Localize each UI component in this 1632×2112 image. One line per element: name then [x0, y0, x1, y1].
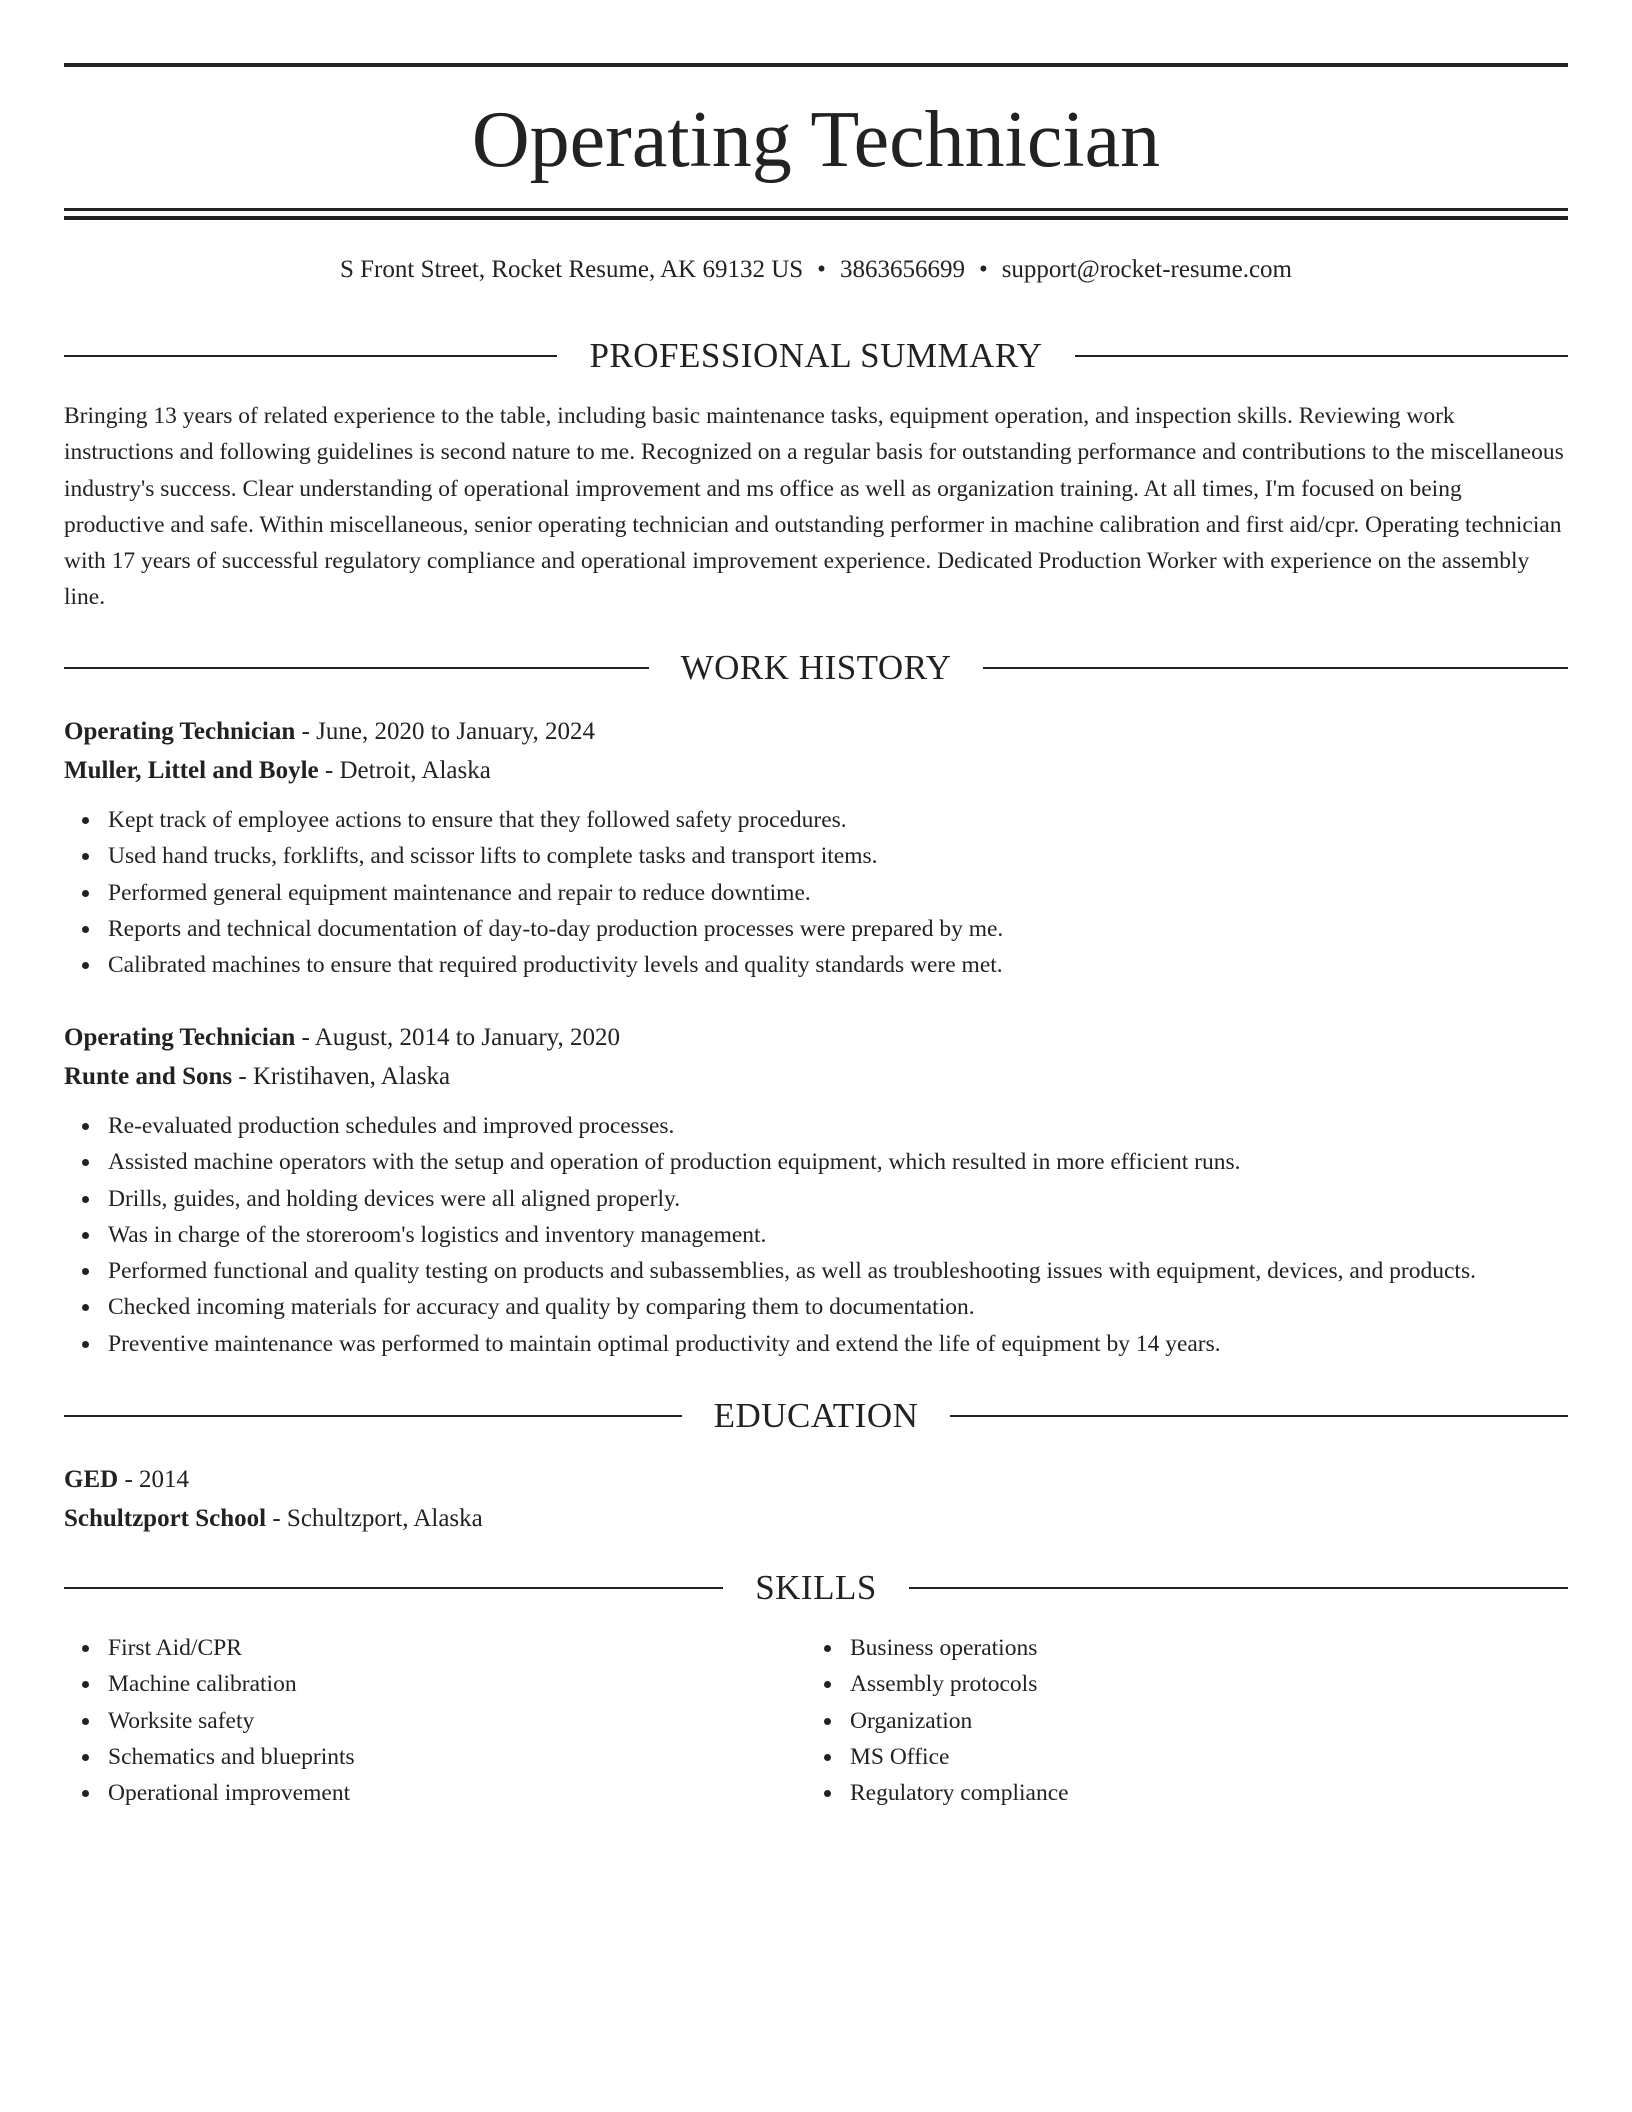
job-company: Muller, Littel and Boyle [64, 757, 319, 784]
contact-separator: • [817, 256, 826, 283]
job-location: - Detroit, Alaska [318, 757, 491, 784]
skills-column-left [64, 1630, 764, 1811]
job-title-line [64, 712, 1568, 751]
job-entry [64, 1018, 1568, 1362]
summary-text: Bringing 13 years of related experience to the table, including basic maintenance tasks, equipment operation, and inspection skills. Reviewing work instructions and following guidelines is second nature to me. Recognized on a regular basis for outstanding performance and contributions to the miscellaneous industry's success. Clear understanding of operational improvement and ms office as well as organization training. At all times, I'm focused on being productive and safe. Within miscellaneous, senior operating technician and outstanding performer in machine calibration and first aid/cpr. Operating technician with 17 years of successful regulatory compliance and operational improvement experience. Dedicated Production Worker with experience on the assembly line. [64, 403, 1564, 611]
skill-item: Machine calibration [108, 1666, 764, 1702]
section-divider [1075, 355, 1568, 357]
skill-item: MS Office [850, 1739, 1506, 1775]
education-degree-line [64, 1460, 1568, 1499]
job-bullet: Checked incoming materials for accuracy and quality by comparing them to documentation. [108, 1289, 1568, 1325]
job-bullet: Reports and technical documentation of day-to-day production processes were prepared by me. [108, 911, 1568, 947]
job-company: Runte and Sons [64, 1063, 233, 1090]
header-top-rule [64, 63, 1568, 67]
section-divider [64, 355, 557, 357]
section-title: EDUCATION [713, 1396, 919, 1435]
job-company-line [64, 1057, 1568, 1096]
job-bullet: Assisted machine operators with the setup and operation of production equipment, which resulted in more efficient runs. [108, 1144, 1568, 1180]
education-entry [64, 1460, 1568, 1538]
contact-phone: 3863656699 [839, 256, 965, 283]
skill-item: Assembly protocols [850, 1666, 1506, 1702]
contact-email: support@rocket-resume.com [1001, 256, 1292, 283]
education-year: - 2014 [118, 1466, 190, 1493]
job-bullet: Re-evaluated production schedules and improved processes. [108, 1108, 1568, 1144]
resume-name: Operating Technician [471, 96, 1161, 184]
section-heading-education [64, 1396, 1568, 1436]
skill-item: Worksite safety [108, 1703, 764, 1739]
job-title: Operating Technician [64, 1024, 296, 1051]
job-bullet: Performed general equipment maintenance and repair to reduce downtime. [108, 875, 1568, 911]
skill-item: First Aid/CPR [108, 1630, 764, 1666]
contact-line [64, 252, 1568, 288]
job-company-line [64, 751, 1568, 790]
job-title: Operating Technician [64, 718, 296, 745]
education-school: Schultzport School [64, 1505, 267, 1532]
section-heading-skills [64, 1568, 1568, 1608]
skill-item: Business operations [850, 1630, 1506, 1666]
job-title-line [64, 1018, 1568, 1057]
education-school-line [64, 1499, 1568, 1538]
contact-address: S Front Street, Rocket Resume, AK 69132 US [339, 256, 804, 283]
job-bullets [64, 1108, 1568, 1362]
job-bullet: Preventive maintenance was performed to maintain optimal productivity and extend the life of equipment by 14 years. [108, 1326, 1568, 1362]
section-divider [950, 1415, 1568, 1417]
section-divider [64, 1587, 723, 1589]
job-bullet: Calibrated machines to ensure that required productivity levels and quality standards were met. [108, 947, 1568, 983]
section-title: SKILLS [755, 1568, 877, 1607]
education-degree: GED [64, 1466, 119, 1493]
header-bottom-rule-2 [64, 216, 1568, 220]
skill-item: Regulatory compliance [850, 1775, 1506, 1811]
skill-item: Operational improvement [108, 1775, 764, 1811]
section-divider [983, 667, 1568, 669]
section-divider [64, 667, 649, 669]
skills-list [64, 1630, 764, 1811]
job-bullets [64, 802, 1568, 983]
section-heading-summary [64, 336, 1568, 376]
skills-list [806, 1630, 1506, 1811]
section-heading-work-history [64, 648, 1568, 688]
section-divider [64, 1415, 682, 1417]
job-dates: - August, 2014 to January, 2020 [295, 1024, 621, 1051]
job-bullet: Was in charge of the storeroom's logistics and inventory management. [108, 1217, 1568, 1253]
job-bullet: Drills, guides, and holding devices were all aligned properly. [108, 1181, 1568, 1217]
skill-item: Schematics and blueprints [108, 1739, 764, 1775]
job-bullet: Kept track of employee actions to ensure that they followed safety procedures. [108, 802, 1568, 838]
contact-separator: • [978, 256, 988, 283]
job-dates: - June, 2020 to January, 2024 [295, 718, 596, 745]
section-title: WORK HISTORY [680, 648, 952, 687]
skill-item: Organization [850, 1703, 1506, 1739]
skills-column-right [806, 1630, 1506, 1811]
education-location: - Schultzport, Alaska [266, 1505, 483, 1532]
section-divider [909, 1587, 1568, 1589]
job-location: - Kristihaven, Alaska [232, 1063, 451, 1090]
section-title: PROFESSIONAL SUMMARY [589, 336, 1043, 375]
header-bottom-rule [64, 208, 1568, 211]
job-bullet: Performed functional and quality testing on products and subassemblies, as well as troubleshooting issues with equipment, devices, and products. [108, 1253, 1568, 1289]
job-bullet: Used hand trucks, forklifts, and scissor lifts to complete tasks and transport items. [108, 838, 1568, 874]
job-entry [64, 712, 1568, 983]
